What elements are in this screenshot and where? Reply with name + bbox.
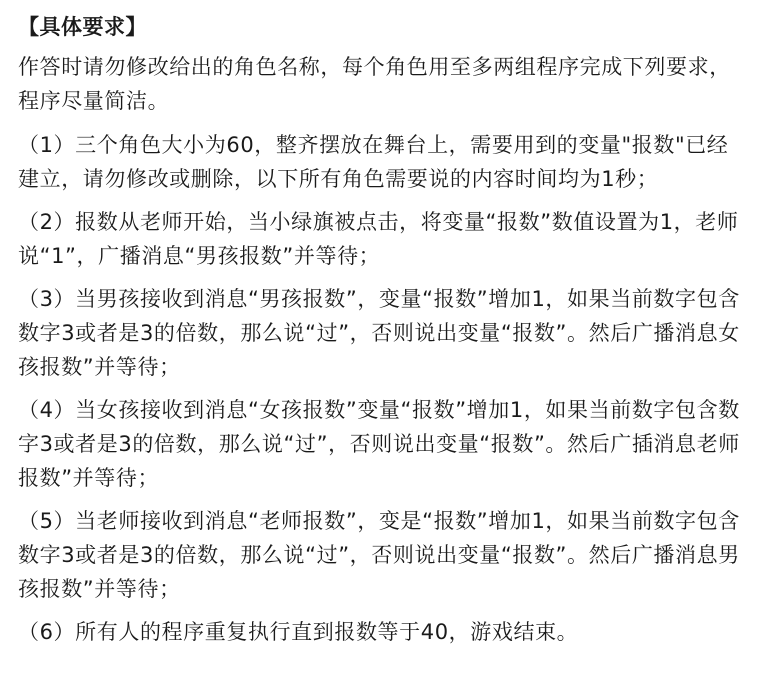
requirement-item-2: （2）报数从老师开始，当小绿旗被点击，将变量“报数”数值设置为1，老师说“1”，广播消息“男孩报数”并等待；	[18, 210, 739, 268]
requirement-item-4: （4）当女孩接收到消息“女孩报数”变量“报数”增加1，如果当前数字包含数字3或者是3的倍数，那么说“过”，否则说出变量“报数”。然后广插消息老师报数”并等待；	[18, 398, 740, 490]
requirement-item-5: （5）当老师接收到消息“老师报数”，变是“报数”增加1，如果当前数字包含数字3或者是3的倍数，那么说“过”，否则说出变量“报数”。然后广播消息男孩报数”并等待；	[18, 509, 740, 601]
section-heading: 【具体要求】	[18, 15, 147, 39]
requirement-item-1: （1）三个角色大小为60，整齐摆放在舞台上，需要用到的变量"报数"已经建立，请勿修改或删除，以下所有角色需要说的内容时间均为1秒；	[18, 133, 729, 191]
requirement-list	[18, 128, 743, 649]
requirement-item-3: （3）当男孩接收到消息“男孩报数”，变量“报数”增加1，如果当前数字包含数字3或者是3的倍数，那么说“过”，否则说出变量“报数”。然后广播消息女孩报数”并等待；	[18, 287, 740, 379]
intro-paragraph: 作答时请勿修改给出的角色名称，每个角色用至多两组程序完成下列要求，程序尽量简洁。	[18, 55, 731, 113]
requirement-item-6: （6）所有人的程序重复执行直到报数等于40，游戏结束。	[18, 620, 579, 644]
